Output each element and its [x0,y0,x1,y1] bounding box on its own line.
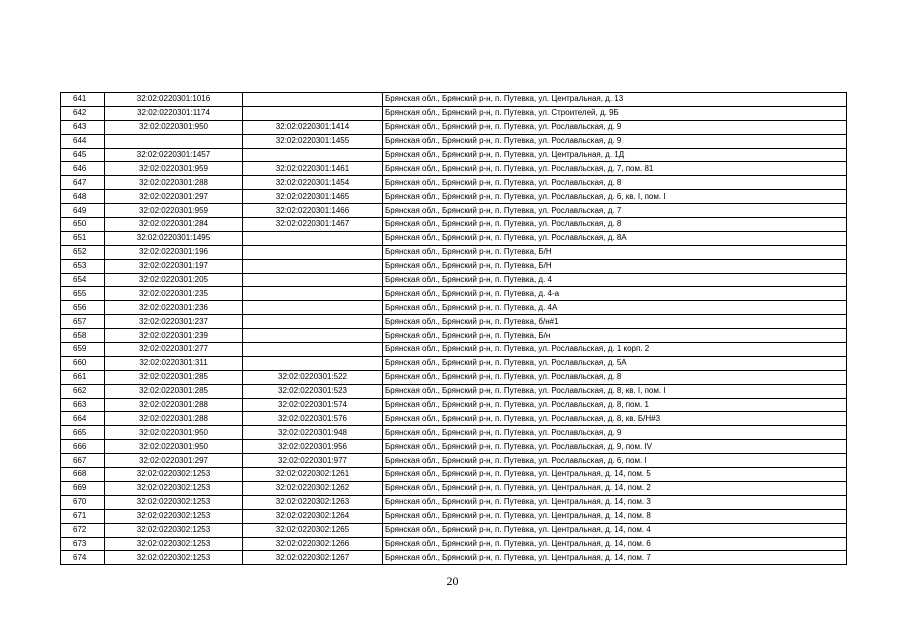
cadastral-number-cell: 32:02:0220301:235 [105,287,243,301]
address-cell: Брянская обл., Брянский р-н, п. Путевка, ул. Рославльская, д. 6, пом. I [383,454,847,468]
address-cell: Брянская обл., Брянский р-н, п. Путевка, ул. Центральная, д. 14, пом. 5 [383,468,847,482]
address-cell: Брянская обл., Брянский р-н, п. Путевка, ул. Рославльская, д. 5А [383,356,847,370]
address-cell: Брянская обл., Брянский р-н, п. Путевка, ул. Рославльская, д. 8, пом. 1 [383,398,847,412]
cadastral-number-cell: 32:02:0220301:196 [105,245,243,259]
table-row [61,356,847,370]
registry-table-body [61,93,847,565]
cadastral-number-cell [105,134,243,148]
page-number: 20 [446,574,459,588]
table-row [61,273,847,287]
cadastral-number-cell: 32:02:0220301:285 [105,370,243,384]
cadastral-number-cell: 32:02:0220301:284 [105,218,243,232]
table-row [61,468,847,482]
row-number-cell: 641 [61,93,105,107]
sub-cadastral-number-cell [243,259,383,273]
cadastral-number-cell: 32:02:0220301:950 [105,120,243,134]
cadastral-number-cell: 32:02:0220301:311 [105,356,243,370]
row-number-cell: 661 [61,370,105,384]
sub-cadastral-number-cell: 32:02:0220301:1467 [243,218,383,232]
sub-cadastral-number-cell [243,329,383,343]
row-number-cell: 674 [61,551,105,565]
table-row [61,162,847,176]
row-number-cell: 643 [61,120,105,134]
address-cell: Брянская обл., Брянский р-н, п. Путевка, ул. Рославльская, д. 9 [383,134,847,148]
row-number-cell: 660 [61,356,105,370]
cadastral-number-cell: 32:02:0220302:1253 [105,523,243,537]
row-number-cell: 651 [61,231,105,245]
row-number-cell: 644 [61,134,105,148]
table-row [61,440,847,454]
table-row [61,537,847,551]
registry-table [60,92,847,565]
table-row [61,287,847,301]
table-row [61,301,847,315]
row-number-cell: 666 [61,440,105,454]
row-number-cell: 645 [61,148,105,162]
cadastral-number-cell: 32:02:0220301:959 [105,162,243,176]
sub-cadastral-number-cell [243,343,383,357]
table-row [61,218,847,232]
address-cell: Брянская обл., Брянский р-н, п. Путевка, ул. Рославльская, д. 8, кв. I, пом. I [383,384,847,398]
sub-cadastral-number-cell: 32:02:0220302:1263 [243,495,383,509]
sub-cadastral-number-cell [243,93,383,107]
sub-cadastral-number-cell: 32:02:0220301:1455 [243,134,383,148]
address-cell: Брянская обл., Брянский р-н, п. Путевка, Б/Н [383,259,847,273]
table-row [61,259,847,273]
table-row [61,384,847,398]
sub-cadastral-number-cell: 32:02:0220301:522 [243,370,383,384]
table-row [61,245,847,259]
cadastral-number-cell: 32:02:0220301:205 [105,273,243,287]
address-cell: Брянская обл., Брянский р-н, п. Путевка, ул. Рославльская, д. 8 [383,370,847,384]
row-number-cell: 657 [61,315,105,329]
cadastral-number-cell: 32:02:0220301:277 [105,343,243,357]
table-row [61,106,847,120]
sub-cadastral-number-cell [243,148,383,162]
address-cell: Брянская обл., Брянский р-н, п. Путевка, ул. Рославльская, д. 7, пом. 81 [383,162,847,176]
sub-cadastral-number-cell: 32:02:0220301:1465 [243,190,383,204]
address-cell: Брянская обл., Брянский р-н, п. Путевка, ул. Центральная, д. 14, пом. 2 [383,481,847,495]
address-cell: Брянская обл., Брянский р-н, п. Путевка, ул. Центральная, д. 14, пом. 3 [383,495,847,509]
address-cell: Брянская обл., Брянский р-н, п. Путевка, ул. Рославльская, д. 9, пом. IV [383,440,847,454]
cadastral-number-cell: 32:02:0220302:1253 [105,468,243,482]
sub-cadastral-number-cell [243,273,383,287]
row-number-cell: 662 [61,384,105,398]
sub-cadastral-number-cell: 32:02:0220302:1264 [243,509,383,523]
address-cell: Брянская обл., Брянский р-н, п. Путевка, Б/н [383,329,847,343]
table-row [61,329,847,343]
address-cell: Брянская обл., Брянский р-н, п. Путевка, ул. Центральная, д. 1Д [383,148,847,162]
row-number-cell: 646 [61,162,105,176]
sub-cadastral-number-cell [243,245,383,259]
address-cell: Брянская обл., Брянский р-н, п. Путевка, д. 4 [383,273,847,287]
address-cell: Брянская обл., Брянский р-н, п. Путевка, ул. Рославльская, д. 8А [383,231,847,245]
address-cell: Брянская обл., Брянский р-н, п. Путевка, ул. Рославльская, д. 8 [383,218,847,232]
table-row [61,120,847,134]
sub-cadastral-number-cell: 32:02:0220301:1454 [243,176,383,190]
address-cell: Брянская обл., Брянский р-н, п. Путевка, б/н#1 [383,315,847,329]
address-cell: Брянская обл., Брянский р-н, п. Путевка, ул. Рославльская, д. 8 [383,176,847,190]
cadastral-number-cell: 32:02:0220302:1253 [105,495,243,509]
table-row [61,523,847,537]
address-cell: Брянская обл., Брянский р-н, п. Путевка, ул. Центральная, д. 13 [383,93,847,107]
row-number-cell: 669 [61,481,105,495]
address-cell: Брянская обл., Брянский р-н, п. Путевка, ул. Центральная, д. 14, пом. 6 [383,537,847,551]
cadastral-number-cell: 32:02:0220302:1253 [105,509,243,523]
cadastral-number-cell: 32:02:0220301:297 [105,190,243,204]
cadastral-number-cell: 32:02:0220301:239 [105,329,243,343]
sub-cadastral-number-cell: 32:02:0220301:977 [243,454,383,468]
sub-cadastral-number-cell: 32:02:0220301:1466 [243,204,383,218]
sub-cadastral-number-cell: 32:02:0220302:1267 [243,551,383,565]
sub-cadastral-number-cell: 32:02:0220301:948 [243,426,383,440]
sub-cadastral-number-cell [243,315,383,329]
sub-cadastral-number-cell: 32:02:0220301:574 [243,398,383,412]
row-number-cell: 667 [61,454,105,468]
table-row [61,412,847,426]
cadastral-number-cell: 32:02:0220301:1016 [105,93,243,107]
sub-cadastral-number-cell: 32:02:0220301:523 [243,384,383,398]
cadastral-number-cell: 32:02:0220301:950 [105,426,243,440]
cadastral-number-cell: 32:02:0220301:285 [105,384,243,398]
address-cell: Брянская обл., Брянский р-н, п. Путевка, Б/Н [383,245,847,259]
address-cell: Брянская обл., Брянский р-н, п. Путевка, ул. Рославльская, д. 9 [383,120,847,134]
sub-cadastral-number-cell [243,287,383,301]
sub-cadastral-number-cell: 32:02:0220301:576 [243,412,383,426]
address-cell: Брянская обл., Брянский р-н, п. Путевка, ул. Центральная, д. 14, пом. 7 [383,551,847,565]
table-row [61,134,847,148]
table-row [61,495,847,509]
cadastral-number-cell: 32:02:0220301:237 [105,315,243,329]
cadastral-number-cell: 32:02:0220302:1253 [105,551,243,565]
cadastral-number-cell: 32:02:0220301:1495 [105,231,243,245]
table-row [61,176,847,190]
table-row [61,93,847,107]
row-number-cell: 672 [61,523,105,537]
address-cell: Брянская обл., Брянский р-н, п. Путевка, ул. Строителей, д. 9Б [383,106,847,120]
sub-cadastral-number-cell: 32:02:0220302:1266 [243,537,383,551]
cadastral-number-cell: 32:02:0220301:297 [105,454,243,468]
row-number-cell: 648 [61,190,105,204]
cadastral-number-cell: 32:02:0220302:1253 [105,537,243,551]
cadastral-number-cell: 32:02:0220301:959 [105,204,243,218]
address-cell: Брянская обл., Брянский р-н, п. Путевка, д. 4-а [383,287,847,301]
row-number-cell: 664 [61,412,105,426]
sub-cadastral-number-cell: 32:02:0220301:1461 [243,162,383,176]
row-number-cell: 658 [61,329,105,343]
table-row [61,509,847,523]
table-row [61,481,847,495]
table-row [61,398,847,412]
table-row [61,190,847,204]
row-number-cell: 673 [61,537,105,551]
table-row [61,343,847,357]
address-cell: Брянская обл., Брянский р-н, п. Путевка, ул. Центральная, д. 14, пом. 4 [383,523,847,537]
row-number-cell: 668 [61,468,105,482]
sub-cadastral-number-cell: 32:02:0220301:956 [243,440,383,454]
row-number-cell: 670 [61,495,105,509]
sub-cadastral-number-cell: 32:02:0220302:1265 [243,523,383,537]
table-row [61,148,847,162]
cadastral-number-cell: 32:02:0220301:288 [105,398,243,412]
table-row [61,315,847,329]
table-row [61,551,847,565]
row-number-cell: 652 [61,245,105,259]
table-row [61,231,847,245]
address-cell: Брянская обл., Брянский р-н, п. Путевка, ул. Рославльская, д. 6, кв. I, пом. I [383,190,847,204]
cadastral-number-cell: 32:02:0220301:197 [105,259,243,273]
address-cell: Брянская обл., Брянский р-н, п. Путевка, ул. Рославльская, д. 7 [383,204,847,218]
row-number-cell: 653 [61,259,105,273]
row-number-cell: 654 [61,273,105,287]
row-number-cell: 671 [61,509,105,523]
row-number-cell: 647 [61,176,105,190]
row-number-cell: 642 [61,106,105,120]
row-number-cell: 656 [61,301,105,315]
row-number-cell: 655 [61,287,105,301]
address-cell: Брянская обл., Брянский р-н, п. Путевка, ул. Рославльская, д. 1 корп. 2 [383,343,847,357]
sub-cadastral-number-cell: 32:02:0220301:1414 [243,120,383,134]
row-number-cell: 665 [61,426,105,440]
cadastral-number-cell: 32:02:0220301:1174 [105,106,243,120]
cadastral-number-cell: 32:02:0220301:236 [105,301,243,315]
address-cell: Брянская обл., Брянский р-н, п. Путевка, ул. Рославльская, д. 9 [383,426,847,440]
table-row [61,454,847,468]
sub-cadastral-number-cell: 32:02:0220302:1262 [243,481,383,495]
address-cell: Брянская обл., Брянский р-н, п. Путевка, ул. Центральная, д. 14, пом. 8 [383,509,847,523]
cadastral-number-cell: 32:02:0220301:288 [105,412,243,426]
cadastral-number-cell: 32:02:0220301:950 [105,440,243,454]
cadastral-number-cell: 32:02:0220301:288 [105,176,243,190]
sub-cadastral-number-cell [243,231,383,245]
address-cell: Брянская обл., Брянский р-н, п. Путевка, ул. Рославльская, д. 8, кв. Б/Н#3 [383,412,847,426]
cadastral-number-cell: 32:02:0220302:1253 [105,481,243,495]
row-number-cell: 650 [61,218,105,232]
table-row [61,370,847,384]
sub-cadastral-number-cell [243,106,383,120]
row-number-cell: 659 [61,343,105,357]
table-row [61,426,847,440]
sub-cadastral-number-cell: 32:02:0220302:1261 [243,468,383,482]
sub-cadastral-number-cell [243,356,383,370]
row-number-cell: 649 [61,204,105,218]
address-cell: Брянская обл., Брянский р-н, п. Путевка, д. 4А [383,301,847,315]
row-number-cell: 663 [61,398,105,412]
cadastral-number-cell: 32:02:0220301:1457 [105,148,243,162]
sub-cadastral-number-cell [243,301,383,315]
table-row [61,204,847,218]
